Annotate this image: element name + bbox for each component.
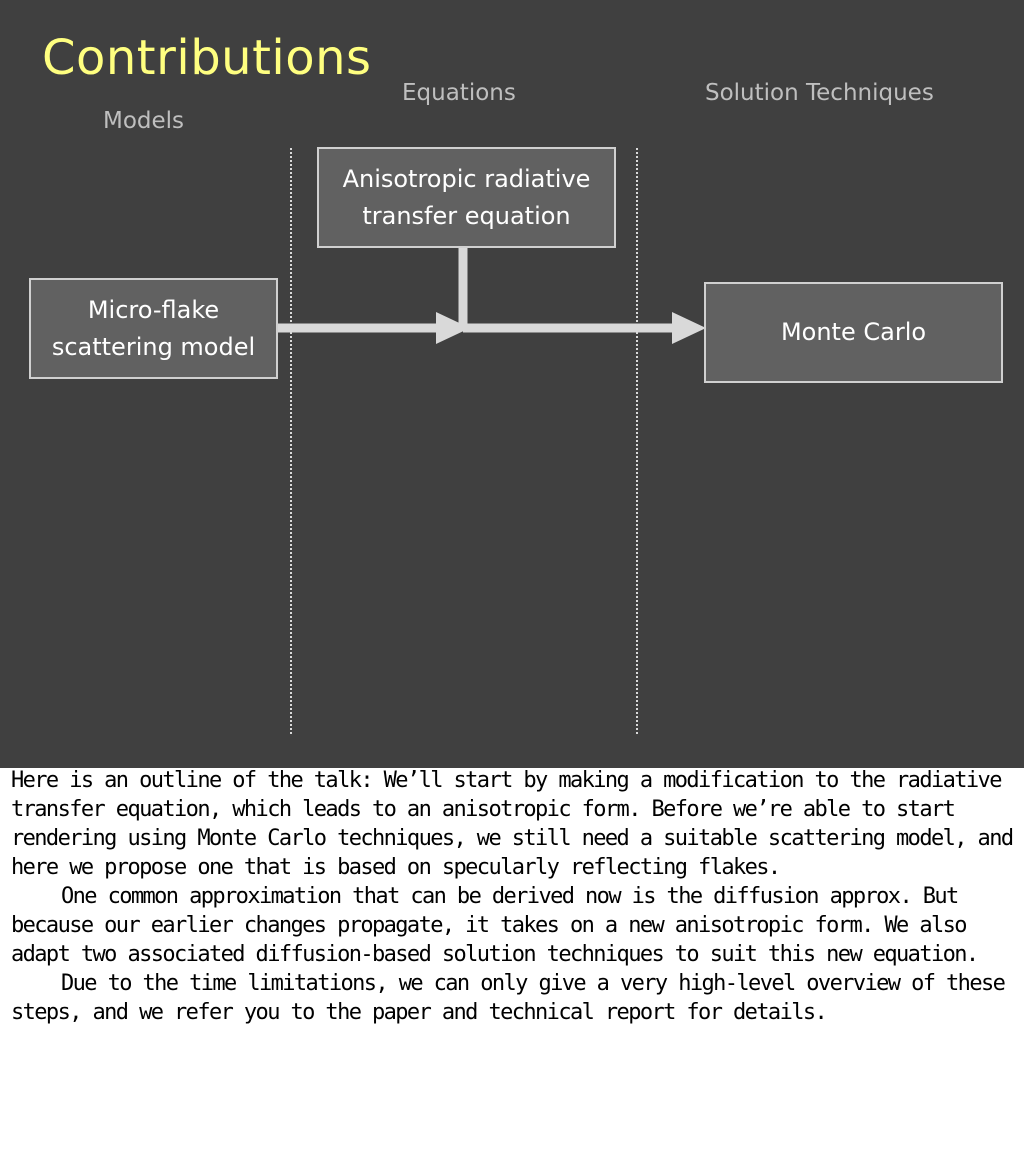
slide-title: Contributions: [42, 30, 372, 86]
notes-paragraph-3: Due to the time limitations, we can only give a very high-level overview of these steps, and we refer you to the paper and technical report for details.: [11, 971, 1005, 1025]
notes-paragraph-2: One common approximation that can be derived now is the diffusion approx. But because our earlier changes propagate, it takes on a new anisotropic form. We also adapt two associated diffusion-based solution techniques to suit this new equation.: [11, 884, 978, 967]
column-header-solutions: Solution Techniques: [705, 80, 934, 106]
column-header-equations: Equations: [402, 80, 516, 106]
notes-paragraph-1: Here is an outline of the talk: We’ll start by making a modification to the radiative transfer equation, which leads to an anisotropic form. Before we’re able to start rendering using Monte Carlo techniques, we still need a suitable scattering model, and here we propose one that is based on specularly reflecting flakes.: [11, 768, 1013, 880]
speaker-notes: [11, 766, 1016, 1027]
equation-box-line2: transfer equation: [362, 201, 571, 230]
solution-box: [704, 282, 1003, 383]
equation-box: [317, 147, 616, 248]
model-box-line1: Micro-flake: [87, 295, 220, 324]
equation-box-line1: Anisotropic radiative: [342, 164, 591, 193]
column-header-models: Models: [103, 108, 185, 134]
model-box-line2: scattering model: [51, 332, 256, 361]
solution-box-label: Monte Carlo: [780, 318, 927, 346]
model-box: [29, 278, 278, 379]
arrowhead-solution: [672, 312, 706, 344]
